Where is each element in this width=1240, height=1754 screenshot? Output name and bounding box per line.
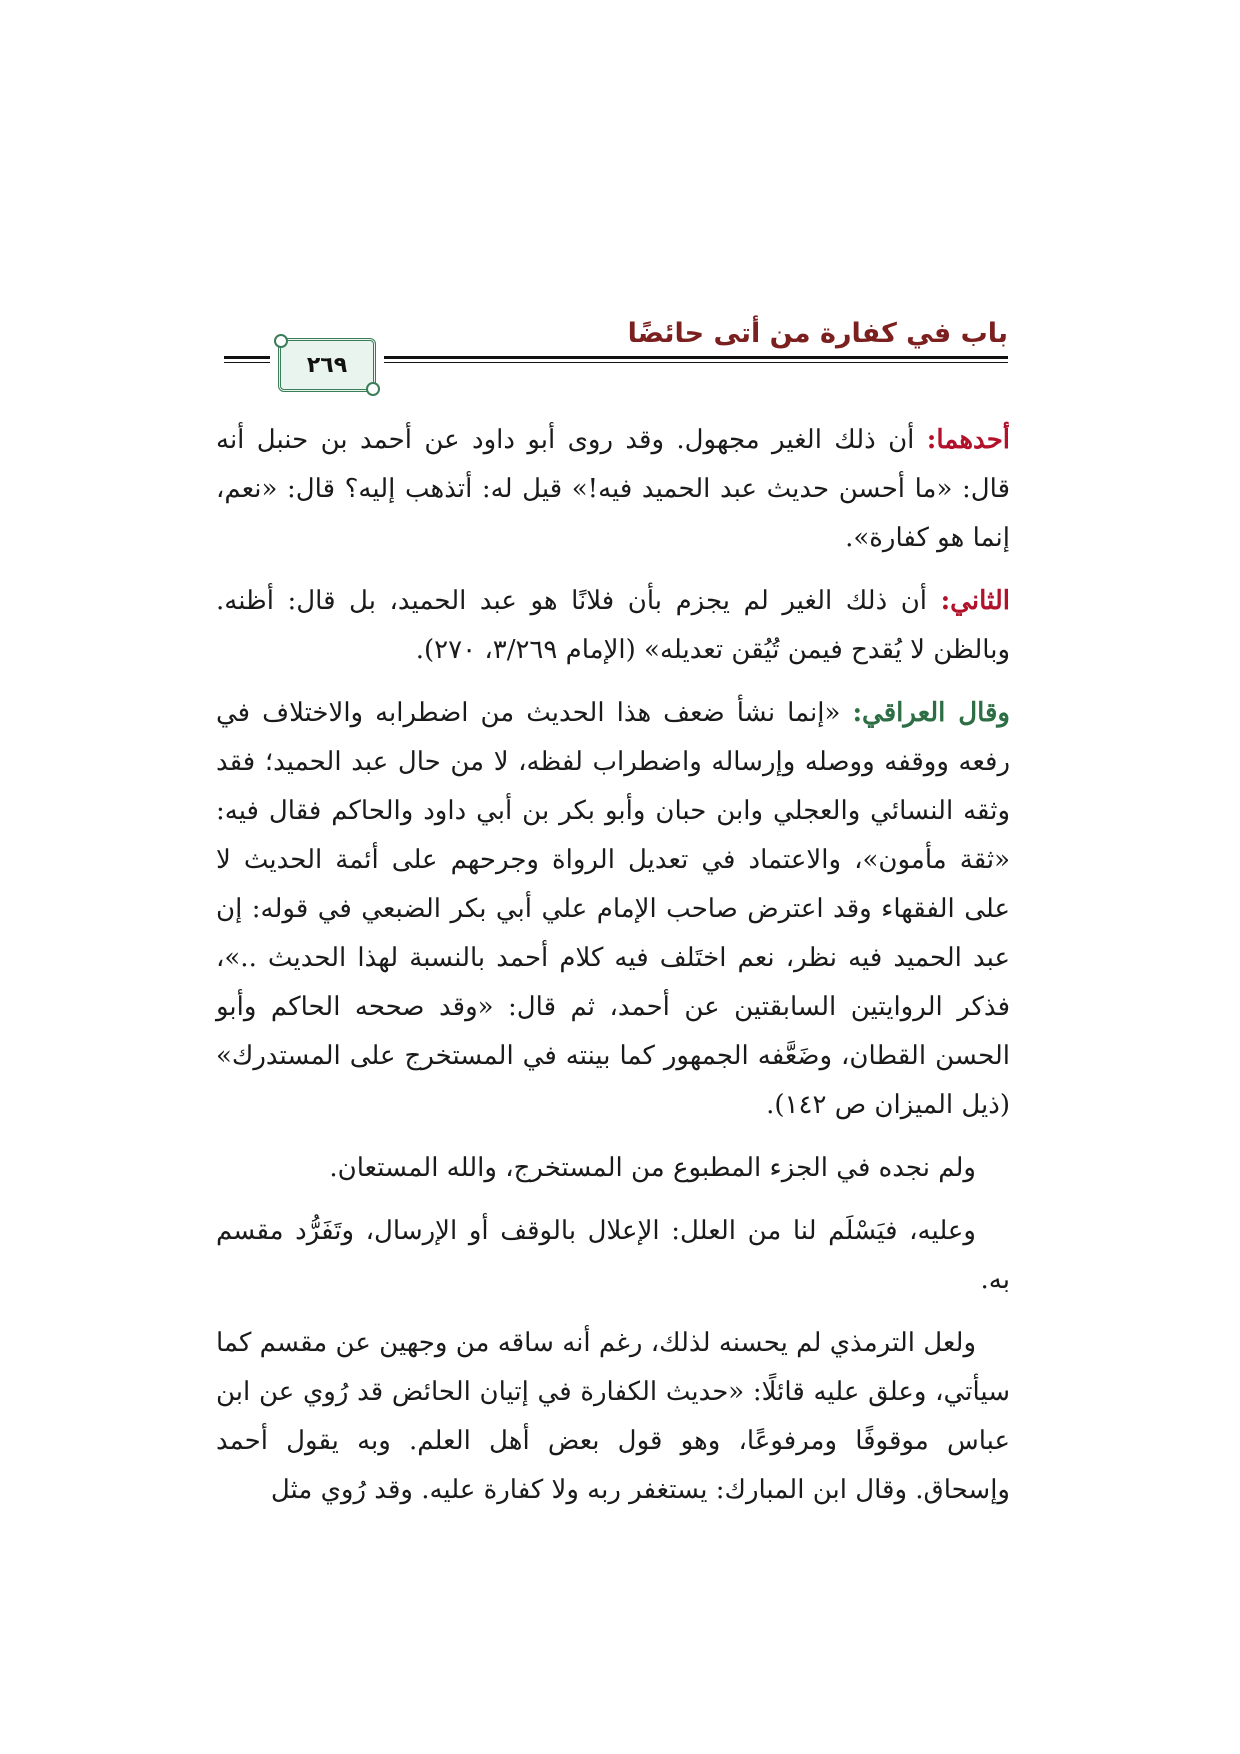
paragraph-text: وعليه، فيَسْلَم لنا من العلل: الإعلال بالوقف أو الإرسال، وتَفَرُّد مقسم به. [216,1216,1010,1295]
paragraph [216,577,1010,675]
page-number-badge [278,338,376,392]
page-header [224,312,1008,392]
page-number: ٢٦٩ [306,352,348,378]
header-rule-right-thin [384,362,1008,363]
header-rule-right [384,356,1008,359]
paragraph [216,1319,1010,1515]
paragraph [216,1207,1010,1305]
paragraph [216,689,1010,1130]
header-rule-left [224,356,270,359]
paragraph-text: أن ذلك الغير لم يجزم بأن فلانًا هو عبد الحميد، بل قال: أظنه. وبالظن لا يُقدح فيمن تُيُقن تعديله» (الإمام ٣/٢٦٩، ٢٧٠). [216,586,1010,665]
page-body [216,416,1010,1529]
header-rule-left-thin [224,362,270,363]
paragraph-text: «إنما نشأ ضعف هذا الحديث من اضطرابه والاختلاف في رفعه ووقفه ووصله وإرساله واضطراب لفظه، لا من حال عبد الحميد؛ فقد وثقه النسائي والعجلي وابن حبان وأبو بكر بن أبي داود والحاكم فقال فيه: «ثقة مأمون»، والاعتماد في تعديل الرواة وجرحهم على أئمة الحديث لا على الفقهاء وقد اعترض صاحب الإمام علي أبي بكر الضبعي في قوله: إن عبد الحميد فيه نظر، نعم اختَلف فيه كلام أحمد بالنسبة لهذا الحديث ..»، فذكر الروايتين السابقتين عن أحمد، ثم قال: «وقد صححه الحاكم وأبو الحسن القطان، وضَعَّفه الجمهور كما بينته في المستخرج على المستدرك» (ذيل الميزان ص ١٤٢). [216,698,1010,1120]
paragraph [216,416,1010,563]
paragraph-text: ولعل الترمذي لم يحسنه لذلك، رغم أنه ساقه من وجهين عن مقسم كما سيأتي، وعلق عليه قائلًا: «حديث الكفارة في إتيان الحائض قد رُوي عن ابن عباس موقوفًا ومرفوعًا، وهو قول بعض أهل العلم. وبه يقول أحمد وإسحاق. وقال ابن المبارك: يستغفر ربه ولا كفارة عليه. وقد رُوي مثل [216,1328,1010,1505]
paragraph-text: ولم نجده في الجزء المطبوع من المستخرج، والله المستعان. [329,1153,976,1183]
paragraph-label: وقال العراقي: [852,698,1010,728]
paragraph [216,1144,1010,1193]
paragraph-label: الثاني: [940,586,1010,616]
paragraph-label: أحدهما: [926,425,1010,455]
chapter-title: باب في كفارة من أتى حائضًا [627,318,1008,349]
paragraph-text: أن ذلك الغير مجهول. وقد روى أبو داود عن أحمد بن حنبل أنه قال: «ما أحسن حديث عبد الحميد فيه!» قيل له: أتذهب إليه؟ قال: «نعم، إنما هو كفارة». [216,425,1010,553]
